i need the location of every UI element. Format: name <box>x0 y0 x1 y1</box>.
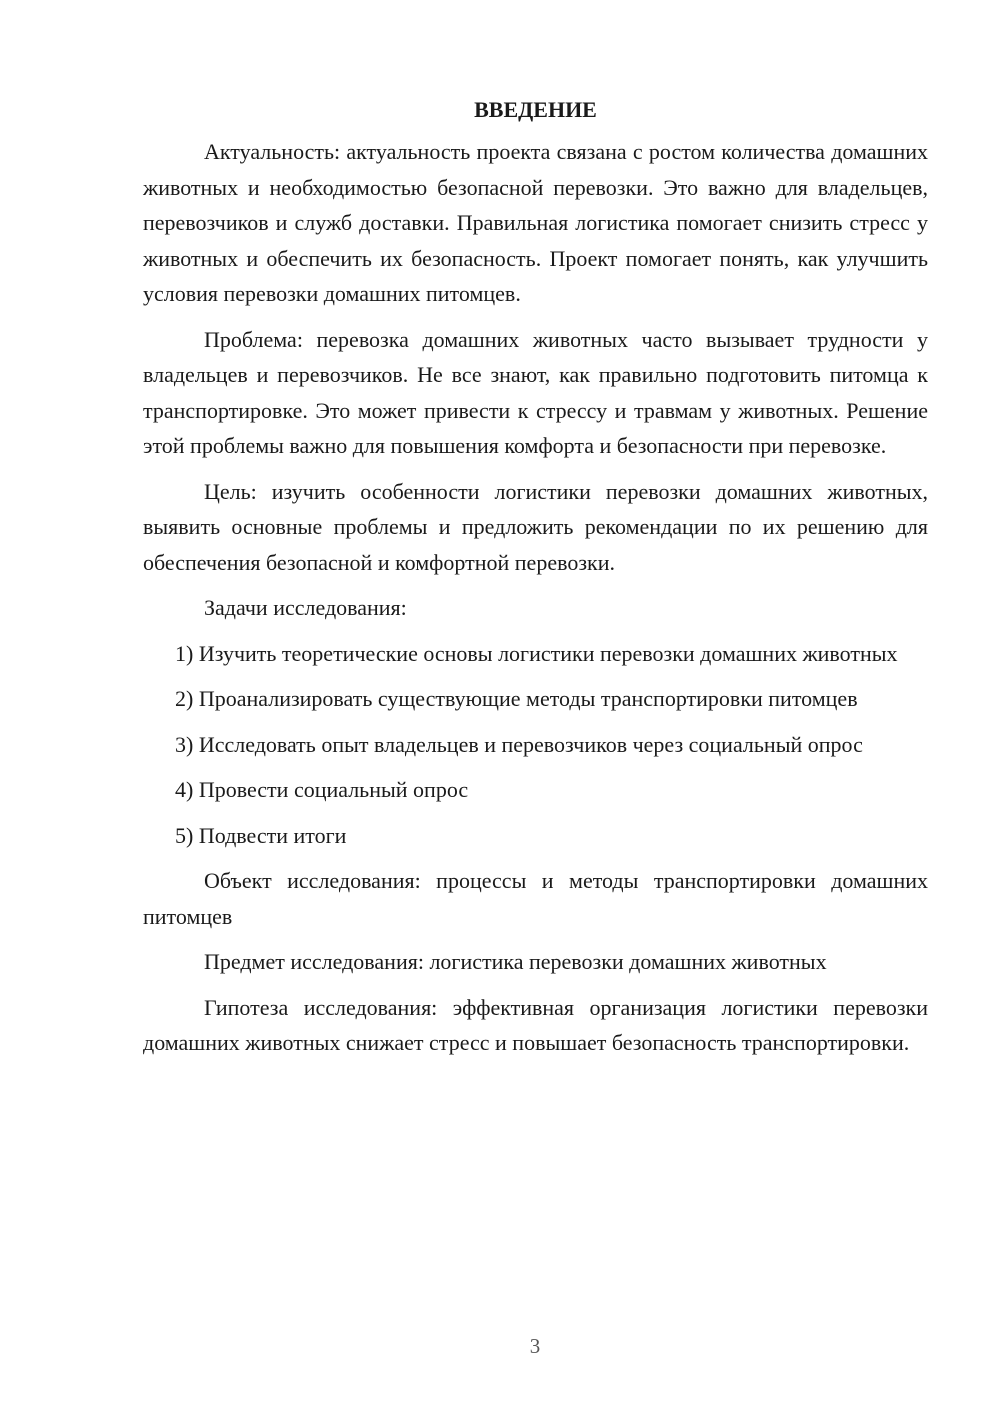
task-item-5: 5) Подвести итоги <box>175 822 347 848</box>
page-number: 3 <box>529 1334 541 1358</box>
task-item-2: 2) Проанализировать существующие методы транспортировки питомцев <box>175 686 858 711</box>
object-paragraph: Объект исследования: процессы и методы транспортировки домашних питомцев <box>143 868 928 929</box>
hypothesis-paragraph: Гипотеза исследования: эффективная организация логистики перевозки домашних животных снижает стресс и повышает безопасность транспортировки. <box>143 994 928 1055</box>
subject-paragraph: Предмет исследования: логистика перевозки домашних животных <box>204 949 827 974</box>
task-item-4: 4) Провести социальный опрос <box>175 777 469 802</box>
task-item-1: 1) Изучить теоретические основы логистики перевозки домашних животных <box>175 640 898 666</box>
task-item-3: 3) Исследовать опыт владельцев и перевозчиков через социальный опрос <box>175 731 863 757</box>
tasks-title: Задачи исследования: <box>204 595 407 620</box>
relevance-paragraph: Актуальность: актуальность проекта связана с ростом количества домашних животных и необходимостью безопасной перевозки. Это важно для владельцев, перевозчиков и служб доставки. Правильная логистика помогает снизить стресс у животных и обеспечить их безопасность. Проект помогает понять, как улучшить условия перевозки домашних питомцев. <box>143 139 928 306</box>
goal-paragraph: Цель: изучить особенности логистики перевозки домашних животных, выявить основные проблемы и предложить рекомендации по их решению для обеспечения безопасной и комфортной перевозки. <box>143 478 928 575</box>
problem-paragraph: Проблема: перевозка домашних животных часто вызывает трудности у владельцев и перевозчиков. Не все знают, как правильно подготовить питомца к транспортировке. Это может привести к стрессу и травмам у животных. Решение этой проблемы важно для повышения комфорта и безопасности при перевозке. <box>143 326 928 458</box>
section-heading: ВВЕДЕНИЕ <box>474 97 597 122</box>
document-page <box>143 92 928 1071</box>
